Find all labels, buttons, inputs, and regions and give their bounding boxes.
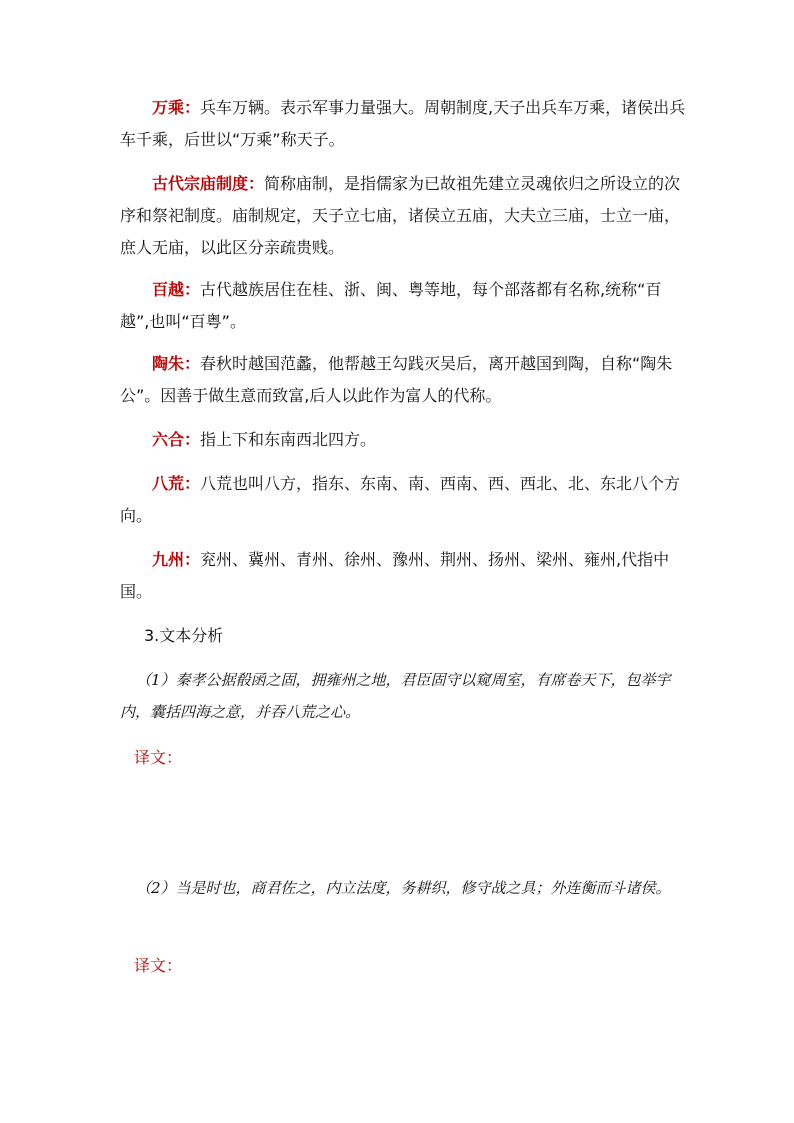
excerpt-text: （2）当是时也，商君佐之，内立法度，务耕织，修守战之具；外连衡而斗诸侯。 [136, 879, 671, 897]
glossary-definition: 简称庙制，是指儒家为已故祖先建立灵魂依归之所设立的次序和祭祀制度。庙制规定，天子立七庙，诸侯立五庙，大夫立三庙，士立一庙，庶人无庙，以此区分亲疏贵贱。 [120, 174, 681, 257]
glossary-definition: 春秋时越国范蠡，他帮越王勾践灭吴后，离开越国到陶，自称“陶朱公”。因善于做生意而致富,后人以此作为富人的代称。 [120, 354, 673, 405]
glossary-definition: 指上下和东南西北四方。 [200, 430, 377, 449]
glossary-entry-bahuang [120, 468, 690, 532]
glossary-definition: 古代越族居住在桂、浙、闽、粤等地，每个部落都有名称,统称“百越”,也叫“百粤”。 [120, 280, 662, 331]
glossary-term: 六合： [152, 430, 201, 449]
glossary-entry-jiuzhou [120, 544, 690, 608]
glossary-entry-baiyue [120, 274, 690, 338]
glossary-definition: 兵车万辆。表示军事力量强大。周朝制度,天子出兵车万乘，诸侯出兵车千乘，后世以“万乘”称天子。 [120, 98, 686, 149]
glossary-term: 九州： [152, 550, 201, 569]
glossary-entry-taozhu [120, 348, 690, 412]
glossary-term: 陶朱： [152, 354, 201, 373]
glossary-term: 八荒： [152, 474, 201, 493]
translation-label: 译文： [134, 956, 183, 975]
glossary-term: 古代宗庙制度： [152, 174, 265, 193]
glossary-entry-wansheng [120, 92, 690, 156]
section-heading: 3.文本分析 [144, 626, 224, 645]
glossary-term: 百越： [152, 280, 201, 299]
translation-label: 译文： [134, 748, 183, 767]
glossary-term: 万乘： [152, 98, 201, 117]
excerpt-text: （1）秦孝公据殽函之固，拥雍州之地，君臣固守以窥周室，有席卷天下，包举宇内，囊括四海之意，并吞八荒之心。 [120, 671, 671, 721]
glossary-entry-liuhe [120, 424, 690, 456]
glossary-definition: 八荒也叫八方，指东、东南、南、西南、西、西北、北、东北八个方向。 [120, 474, 681, 525]
glossary-definition: 兖州、冀州、青州、徐州、豫州、荆州、扬州、梁州、雍州,代指中国。 [120, 550, 670, 601]
glossary-entry-zongmiao [120, 168, 690, 264]
